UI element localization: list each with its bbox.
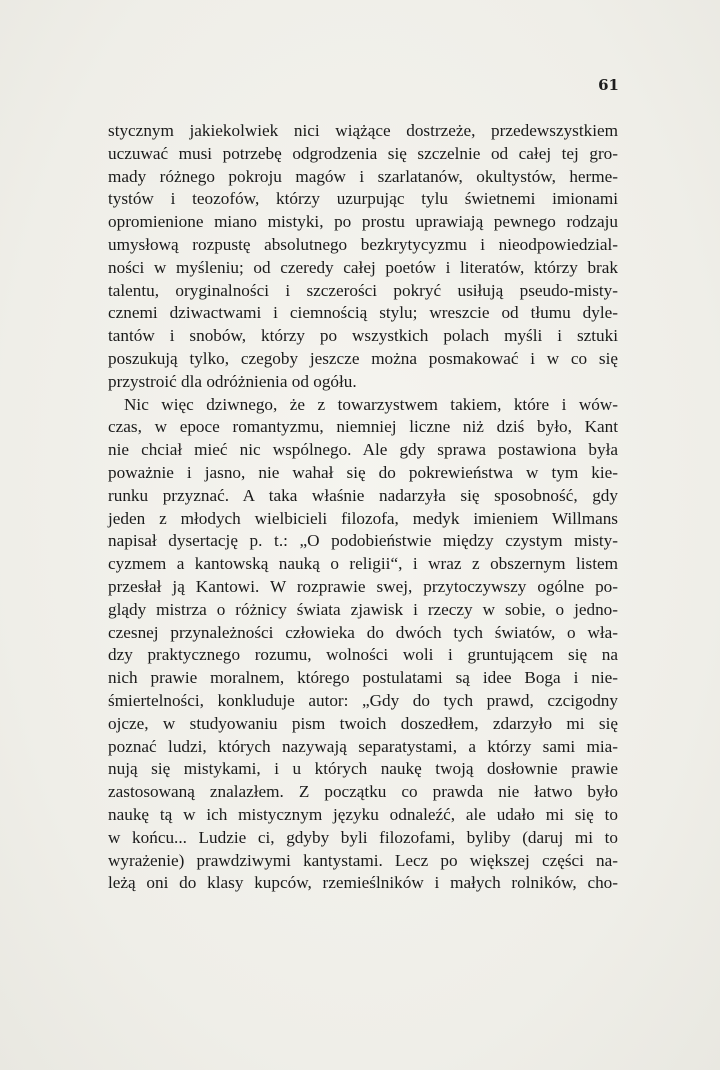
- text-line: jeden z młodych wielbicieli filozofa, medyk imieniem Willmans: [108, 508, 618, 528]
- text-line: umysłową rozpustę absolutnego bezkrytycyzmu i nieodpowiedzial-: [108, 234, 618, 254]
- text-line: zastosowaną znalazłem. Z początku co prawda nie łatwo było: [108, 782, 618, 802]
- text-line: śmiertelności, konkluduje autor: „Gdy do tych prawd, czcigodny: [108, 690, 618, 710]
- text-line: ojcze, w studyowaniu pism twoich doszedłem, zdarzyło mi się: [108, 713, 618, 733]
- text-line: poznać ludzi, których nazywają separatystami, a którzy sami mia-: [108, 736, 618, 756]
- text-line: runku przyznać. A taka właśnie nadarzyła się sposobność, gdy: [108, 485, 618, 505]
- text-line: nie chciał mieć nic wspólnego. Ale gdy sprawa postawiona była: [108, 440, 618, 460]
- text-line: w końcu... Ludzie ci, gdyby byli filozofami, byliby (daruj mi to: [108, 827, 618, 847]
- text-line: Nic więc dziwnego, że z towarzystwem takiem, które i wów-: [124, 394, 618, 414]
- text-line: dzy praktycznego rozumu, wolności woli i gruntującem się na: [108, 645, 618, 665]
- body-text: [108, 120, 618, 895]
- text-line: czas, w epoce romantyzmu, niemniej liczne niż dziś było, Kant: [108, 417, 618, 437]
- text-line: nich prawie moralnem, którego postulatami są idee Boga i nie-: [108, 668, 618, 688]
- text-line: talentu, oryginalności i szczerości pokryć usiłują pseudo-misty-: [108, 280, 618, 300]
- text-line: poważnie i jasno, nie wahał się do pokrewieństwa w tym kie-: [108, 462, 618, 482]
- text-line: czesnej przynależności człowieka do dwóch tych światów, o wła-: [108, 622, 618, 642]
- text-line: cyzmem a kantowską nauką o religii“, i wraz z obszernym listem: [108, 554, 618, 574]
- text-line: nują się mistykami, i u których naukę twoją dosłownie prawie: [108, 759, 618, 779]
- text-line: naukę tą w ich mistycznym języku odnaleźć, ale udało mi się to: [108, 804, 618, 824]
- text-line: tystów i teozofów, którzy uzurpując tylu świetnemi imionami: [108, 189, 618, 209]
- text-line: ności w myśleniu; od czeredy całej poetów i literatów, którzy brak: [108, 257, 618, 277]
- text-line: opromienione miano mistyki, po prostu uprawiają pewnego rodzaju: [108, 212, 618, 232]
- text-line: tantów i snobów, którzy po wszystkich polach myśli i sztuki: [108, 326, 618, 346]
- text-line: uczuwać musi potrzebę odgrodzenia się szczelnie od całej tej gro-: [108, 143, 618, 163]
- text-line: cznemi dziwactwami i ciemnością stylu; wreszcie od tłumu dyle-: [108, 303, 618, 323]
- text-line: glądy mistrza o różnicy świata zjawisk i rzeczy w sobie, o jedno-: [108, 599, 618, 619]
- text-line: poszukują tylko, czegoby jeszcze można posmakować i w co się: [108, 348, 618, 368]
- text-line: przystroić dla odróżnienia od ogółu.: [108, 371, 357, 391]
- text-line: napisał dysertację p. t.: „O podobieństwie między czystym misty-: [108, 531, 618, 551]
- text-line: mady różnego pokroju magów i szarlatanów, okultystów, herme-: [108, 166, 618, 186]
- text-line: stycznym jakiekolwiek nici wiążące dostrzeże, przedewszystkiem: [108, 121, 618, 140]
- text-line: przesłał ją Kantowi. W rozprawie swej, przytoczywszy ogólne po-: [108, 576, 618, 596]
- text-line: leżą oni do klasy kupców, rzemieślników i małych rolników, cho-: [108, 873, 618, 893]
- text-line: wyrażenie) prawdziwymi kantystami. Lecz po większej części na-: [108, 850, 618, 870]
- page-number: 61: [598, 76, 619, 94]
